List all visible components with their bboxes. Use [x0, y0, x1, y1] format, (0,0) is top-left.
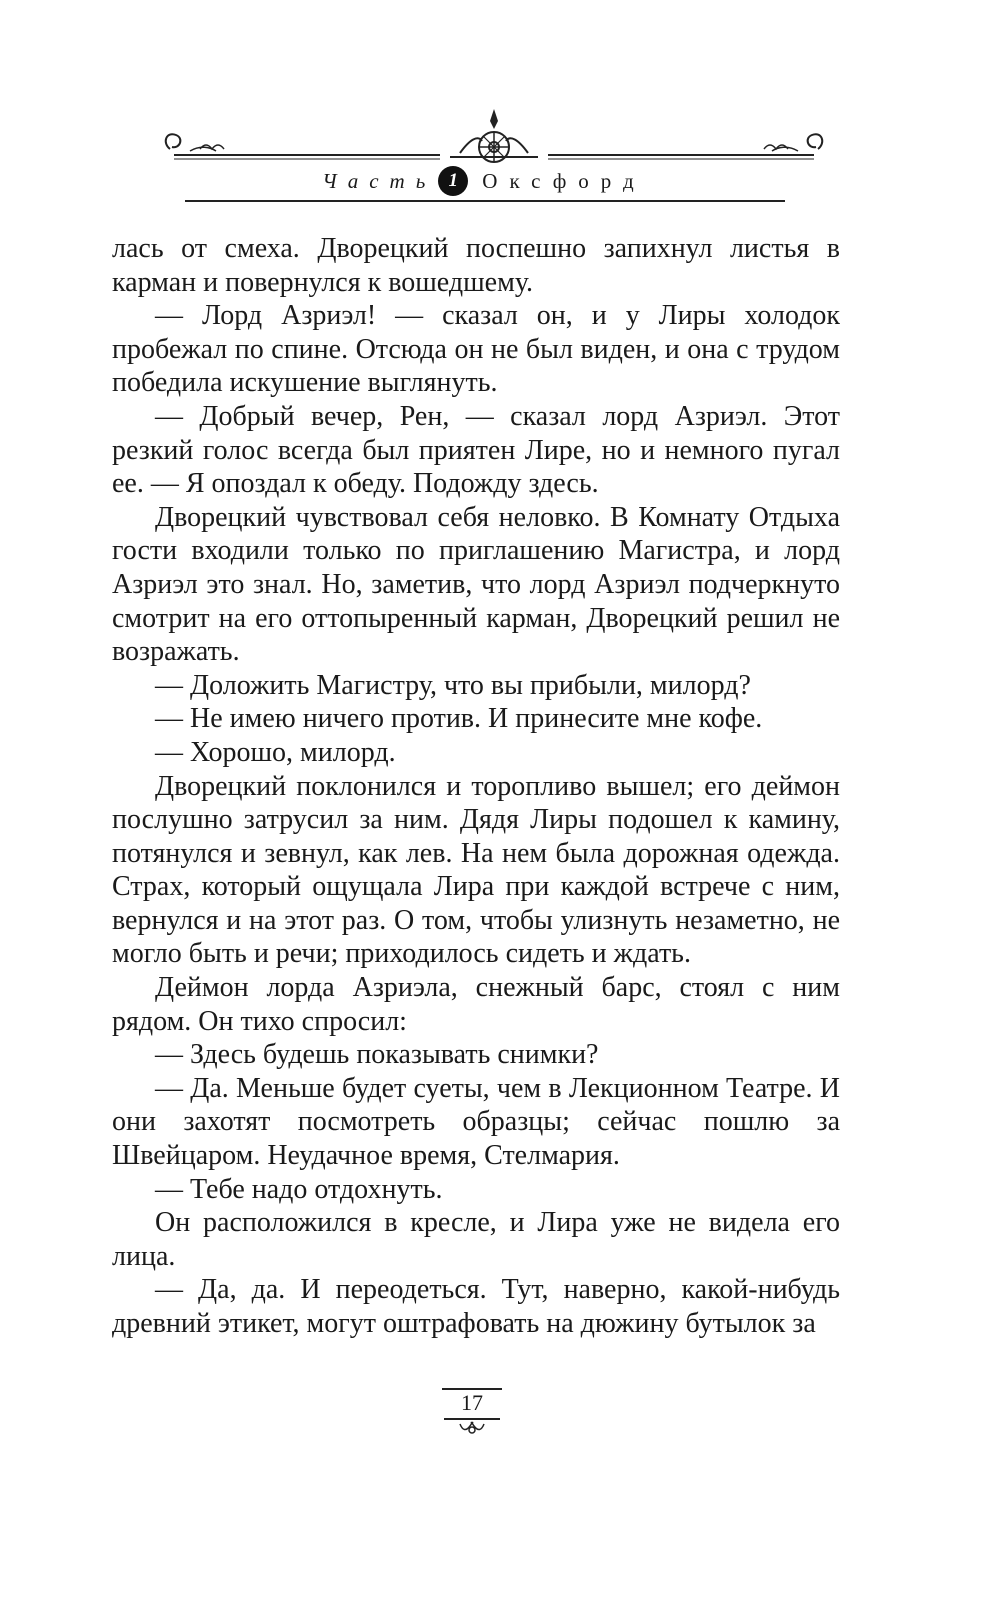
paragraph: — Да. Меньше будет суеты, чем в Лекционном Театре. И они захотят посмотреть образцы; сейчас пошлю за Швейцаром. Неудачное время, Стелмария.	[112, 1072, 840, 1172]
body-text	[112, 232, 840, 1341]
paragraph: — Хорошо, милорд.	[155, 736, 396, 768]
paragraph: — Здесь будешь показывать снимки?	[155, 1039, 599, 1071]
part-label: Часть	[322, 168, 437, 193]
paragraph: — Тебе надо отдохнуть.	[155, 1173, 443, 1205]
paragraph: — Не имею ничего против. И принесите мне кофе.	[155, 703, 763, 735]
paragraph: лась от смеха. Дворецкий поспешно запихнул листья в карман и повернулся к вошедшему.	[112, 233, 840, 298]
section-title: Оксфорд	[482, 168, 646, 193]
paragraph: Он расположился в кресле, и Лира уже не видела его лица.	[112, 1207, 840, 1272]
paragraph: — Добрый вечер, Рен, — сказал лорд Азриэл. Этот резкий голос всегда был приятен Лире, но и немного пугал ее. — Я опоздал к обеду. Подожду здесь.	[112, 400, 840, 500]
paragraph: — Доложить Магистру, что вы прибыли, милорд?	[155, 669, 751, 701]
paragraph: Дворецкий чувствовал себя неловко. В Комнату Отдыха гости входили только по приглашению Магистра, и лорд Азриэл это знал. Но, заметив, что лорд Азриэл подчеркнуто смотрит на его оттопыренный карман, Дворецкий решил не возражать.	[112, 501, 840, 668]
paragraph: — Лорд Азриэл! — сказал он, и у Лиры холодок пробежал по спине. Отсюда он не был виден, и она с трудом победила искушение выглянуть.	[112, 300, 840, 399]
paragraph: Дворецкий поклонился и торопливо вышел; его деймон послушно затрусил за ним. Дядя Лиры подошел к камину, потянулся и зевнул, как лев. На нем была дорожная одежда. Страх, который ощущала Лира при каждой встрече с ним, вернулся и на этот раз. О том, чтобы улизнуть незаметно, не могло быть и речи; приходилось сидеть и ждать.	[112, 770, 840, 970]
running-head	[180, 160, 788, 202]
header-rule	[185, 200, 785, 202]
paragraph: Деймон лорда Азриэла, снежный барс, стоял с ним рядом. Он тихо спросил:	[112, 972, 840, 1037]
part-number-badge: 1	[438, 166, 468, 196]
folio-ornament-icon	[442, 1416, 502, 1438]
page-number: 17	[461, 1390, 483, 1415]
paragraph: — Да, да. И переодеться. Тут, наверно, какой-нибудь древний этикет, могут оштрафовать на дюжину бутылок за	[112, 1274, 840, 1339]
page-folio	[440, 1388, 504, 1448]
